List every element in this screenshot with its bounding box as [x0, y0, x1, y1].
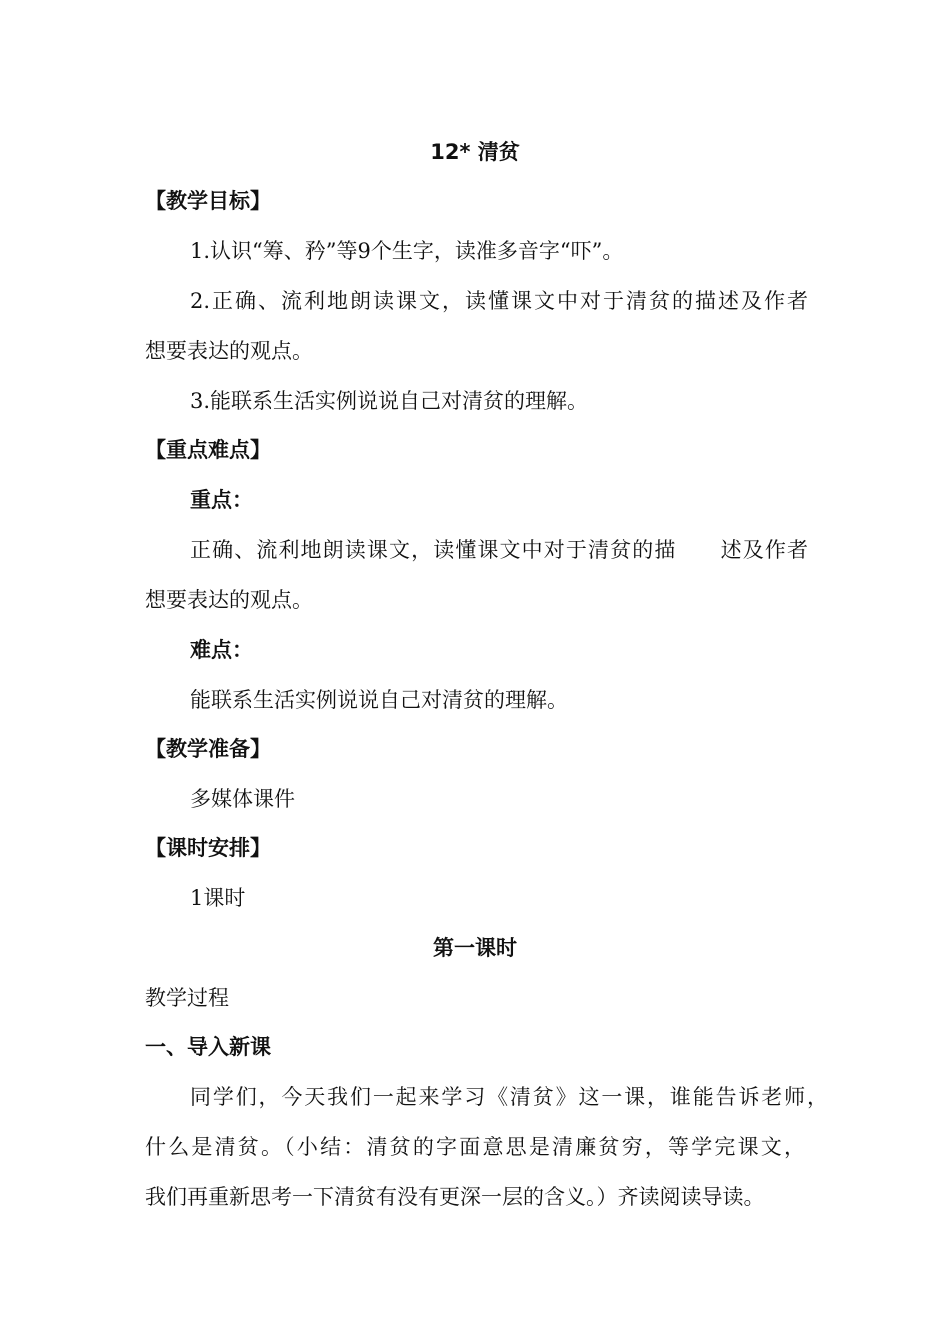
goal-item-2-cont: 想要表达的观点。 [145, 339, 313, 363]
preparation-text: 多媒体课件 [190, 787, 295, 811]
section-heading-schedule: 【课时安排】 [145, 836, 271, 860]
difficulty-label: 难点： [190, 638, 253, 662]
section-heading-key-points: 【重点难点】 [145, 438, 271, 462]
lesson-title: 第一课时 [433, 936, 517, 960]
key-text-line2: 想要表达的观点。 [145, 588, 313, 612]
document-title: 12* 清贫 [430, 140, 520, 164]
difficulty-text: 能联系生活实例说说自己对清贫的理解。 [190, 688, 568, 712]
schedule-text: 1课时 [190, 886, 246, 910]
step1-line2: 什么是清贫。（小结：清贫的字面意思是清廉贫穷，等学完课文， [145, 1135, 805, 1159]
goal-item-3: 3.能联系生活实例说说自己对清贫的理解。 [190, 389, 589, 413]
step1-line1: 同学们，今天我们一起来学习《清贫》这一课，谁能告诉老师， [190, 1085, 828, 1109]
section-heading-goals: 【教学目标】 [145, 189, 271, 213]
step1-line3: 我们再重新思考一下清贫有没有更深一层的含义。）齐读阅读导读。 [145, 1185, 765, 1209]
section-heading-preparation: 【教学准备】 [145, 737, 271, 761]
step1-heading: 一、导入新课 [145, 1035, 271, 1059]
process-label: 教学过程 [145, 986, 229, 1010]
goal-item-2: 2.正确、流利地朗读课文，读懂课文中对于清贫的描述及作者 [190, 289, 808, 313]
goal-item-1: 1.认识“筹、矜”等9个生字，读准多音字“吓”。 [190, 239, 624, 263]
key-label: 重点： [190, 488, 253, 512]
key-text-line1: 正确、流利地朗读课文，读懂课文中对于清贫的描 述及作者 [190, 538, 808, 562]
